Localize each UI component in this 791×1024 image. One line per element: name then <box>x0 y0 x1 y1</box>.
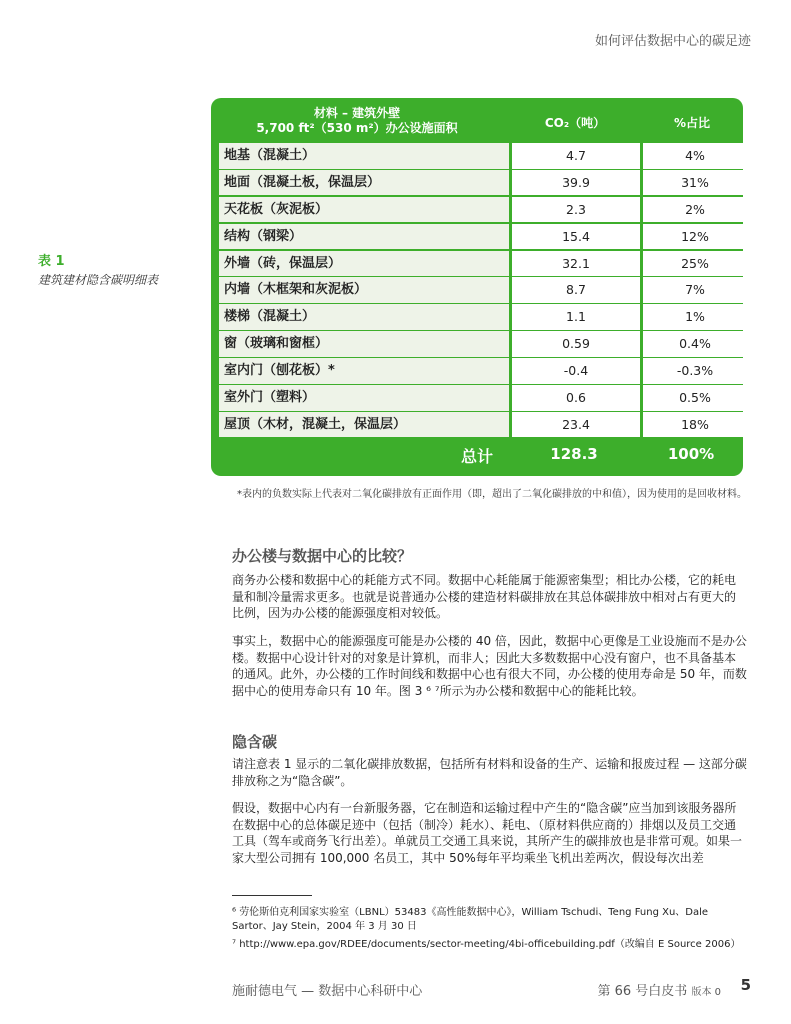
table-row <box>219 224 740 251</box>
total-percent: 100% <box>667 445 715 463</box>
row-co2: 15.4 <box>512 224 640 250</box>
row-percent: 12% <box>643 224 747 250</box>
table-row <box>219 358 740 385</box>
row-material: 外墙（砖，保温层） <box>219 251 509 277</box>
row-co2: 0.59 <box>512 331 640 357</box>
total-row <box>211 440 743 470</box>
footnote-divider <box>232 895 312 896</box>
table-row <box>219 277 740 304</box>
footer-version: 版本 0 <box>691 987 721 998</box>
table-header <box>211 98 743 142</box>
footnote-7: ⁷ http://www.epa.gov/RDEE/documents/sector-meeting/4bi-officebuilding.pdf（改编自 E Source 2006） <box>232 939 741 950</box>
row-material: 地面（混凝土板，保温层） <box>219 170 509 196</box>
footnote-6: ⁶ 劳伦斯伯克利国家实验室（LBNL）53483《高性能数据中心》，William Tschudi、Teng Fung Xu、Dale Sartor、Jay Stein，2004 年 3 月 30 日 <box>232 907 709 932</box>
paragraph: 商务办公楼和数据中心的耗能方式不同。数据中心耗能属于能源密集型；相比办公楼，它的耗电量和制冷量需求更多。也就是说普通办公楼的建造材料碳排放在其总体碳排放中相对占有更大的比例，因为办公楼的能源强度相对较低。 <box>232 573 737 620</box>
row-percent: 2% <box>643 197 747 223</box>
table-row <box>219 331 740 358</box>
total-co2: 128.3 <box>550 445 598 463</box>
header-material: 材料 – 建筑外壁 5,700 ft²（530 m²）办公设施面积 <box>256 106 458 135</box>
row-material: 室外门（塑料） <box>219 385 509 411</box>
row-co2: 2.3 <box>512 197 640 223</box>
table-caption-label: 表 1 <box>38 254 65 269</box>
running-header: 如何评估数据中心的碳足迹 <box>594 34 751 49</box>
footer-paper: 第 66 号白皮书 <box>597 984 688 999</box>
row-percent: 7% <box>643 277 747 303</box>
row-material: 室内门（刨花板）* <box>219 358 509 384</box>
row-material: 结构（钢梁） <box>219 224 509 250</box>
row-percent: -0.3% <box>643 358 747 384</box>
header-co2: CO₂（吨） <box>544 116 606 130</box>
row-percent: 31% <box>643 170 747 196</box>
embodied-carbon-table <box>211 98 743 476</box>
paragraph: 假设，数据中心内有一台新服务器，它在制造和运输过程中产生的“隐含碳”应当加到该服务器所在数据中心的总体碳足迹中（包括（制冷）耗水）、耗电、（原材料供应商的）排烟以及员工交通工具（驾车或商务飞行出差）。单就员工交通工具来说，其所产生的碳排放也是非常可观。如果一家大型公司拥有 100,000 名员工，其中 50%每年平均乘坐飞机出差两次，假设每次出差 <box>232 801 743 865</box>
row-co2: 23.4 <box>512 412 640 438</box>
paragraph: 事实上，数据中心的能源强度可能是办公楼的 40 倍，因此，数据中心更像是工业设施而不是办公楼。数据中心设计针对的对象是计算机，而非人；因此大多数数据中心没有窗户，也不具备基本的通风。此外，办公楼的工作时间线和数据中心也有很大不同，办公楼的使用寿命是 50 年，而数据中心的使用寿命只有 10 年。图 3 ⁶ ⁷所示为办公楼和数据中心的能耗比较。 <box>232 634 747 698</box>
page-number: 5 <box>740 976 751 994</box>
footer-paper-number <box>598 980 722 999</box>
section-title-comparison: 办公楼与数据中心的比较？ <box>232 547 413 565</box>
section-title-embodied-carbon: 隐含碳 <box>232 733 278 751</box>
row-material: 内墙（木框架和灰泥板） <box>219 277 509 303</box>
row-material: 天花板（灰泥板） <box>219 197 509 223</box>
paragraph: 请注意表 1 显示的二氧化碳排放数据，包括所有材料和设备的生产、运输和报废过程 — 这部分碳排放称之为“隐含碳”。 <box>232 757 747 788</box>
row-co2: 32.1 <box>512 251 640 277</box>
row-co2: 4.7 <box>512 143 640 169</box>
row-percent: 4% <box>643 143 747 169</box>
table-row <box>219 170 740 197</box>
total-label: 总计 <box>461 447 494 466</box>
table-caption-text: 建筑建材隐含碳明细表 <box>38 273 159 287</box>
row-co2: 39.9 <box>512 170 640 196</box>
row-co2: 1.1 <box>512 304 640 330</box>
table-body <box>219 143 740 439</box>
row-material: 窗（玻璃和窗框） <box>219 331 509 357</box>
row-percent: 1% <box>643 304 747 330</box>
table-row <box>219 143 740 170</box>
table-row <box>219 385 740 412</box>
row-co2: -0.4 <box>512 358 640 384</box>
row-co2: 8.7 <box>512 277 640 303</box>
header-percent: %占比 <box>673 116 711 130</box>
table-row <box>219 251 740 278</box>
table-row <box>219 412 740 439</box>
footer-organization: 施耐德电气 — 数据中心科研中心 <box>232 984 423 999</box>
table-row <box>219 304 740 331</box>
row-percent: 25% <box>643 251 747 277</box>
row-material: 楼梯（混凝土） <box>219 304 509 330</box>
row-co2: 0.6 <box>512 385 640 411</box>
row-material: 屋顶（木材，混凝土，保温层） <box>219 412 509 438</box>
table-note: *表内的负数实际上代表对二氧化碳排放有正面作用（即，超出了二氧化碳排放的中和值），因为使用的是回收材料。 <box>237 489 747 500</box>
row-percent: 18% <box>643 412 747 438</box>
row-percent: 0.4% <box>643 331 747 357</box>
row-percent: 0.5% <box>643 385 747 411</box>
row-material: 地基（混凝土） <box>219 143 509 169</box>
table-row <box>219 197 740 224</box>
